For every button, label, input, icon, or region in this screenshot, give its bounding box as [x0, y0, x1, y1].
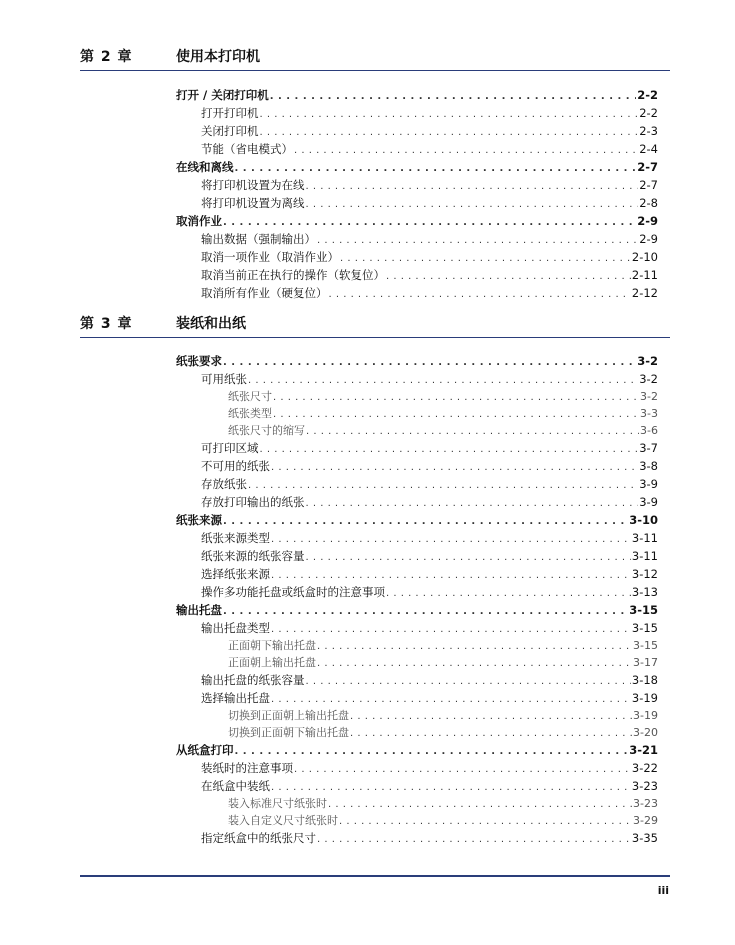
dot-leader [271, 779, 631, 795]
chapter-number: 第 3 章 [80, 316, 133, 332]
toc-entry[interactable] [176, 637, 658, 654]
toc-entry-title: 正面朝下输出托盘 [228, 639, 316, 652]
dot-leader [306, 495, 639, 511]
dot-leader [248, 372, 638, 388]
chapter-2-header [80, 48, 670, 71]
dot-leader [260, 441, 639, 457]
toc-entry-title: 纸张来源类型 [201, 531, 270, 545]
dot-leader [294, 761, 631, 777]
toc-entry-page: 2-7 [639, 178, 658, 192]
toc-entry-page: 3-3 [640, 407, 658, 420]
toc-entry-page: 2-7 [637, 160, 658, 174]
dot-leader [350, 708, 632, 724]
toc-entry-title: 切换到正面朝下输出托盘 [228, 726, 349, 739]
toc-entry[interactable] [176, 388, 658, 405]
toc-entry-title: 关闭打印机 [201, 124, 259, 138]
toc-entry[interactable] [176, 812, 658, 829]
toc-entry-page: 3-9 [639, 477, 658, 491]
dot-leader [317, 232, 638, 248]
toc-entry[interactable] [176, 493, 658, 511]
toc-entry-title: 纸张尺寸 [228, 390, 272, 403]
toc-entry-title: 输出托盘的纸张容量 [201, 673, 305, 687]
toc-entry-page: 3-6 [640, 424, 658, 437]
toc-entry[interactable] [176, 176, 658, 194]
dot-leader [235, 743, 629, 759]
toc-entry[interactable] [176, 759, 658, 777]
toc-entry-page: 3-2 [640, 390, 658, 403]
toc-entry-title: 切换到正面朝上输出托盘 [228, 709, 349, 722]
toc-entry[interactable] [176, 230, 658, 248]
dot-leader [273, 406, 639, 422]
dot-leader [306, 549, 631, 565]
toc-entry-title: 取消一项作业（取消作业） [201, 250, 339, 264]
toc-entry-title: 打开 / 关闭打印机 [176, 88, 269, 102]
toc-entry-page: 3-29 [633, 814, 658, 827]
chapter-3-header [80, 315, 670, 338]
toc-entry[interactable] [176, 529, 658, 547]
toc-entry[interactable] [176, 122, 658, 140]
dot-leader [271, 621, 631, 637]
dot-leader [260, 124, 639, 140]
toc-entry-page: 3-2 [637, 354, 658, 368]
toc-entry-page: 3-7 [639, 441, 658, 455]
toc-entry-page: 2-8 [639, 196, 658, 210]
toc-entry-page: 3-9 [639, 495, 658, 509]
toc-entry-title: 可用纸张 [201, 372, 247, 386]
footer-rule [80, 875, 670, 877]
dot-leader [350, 725, 632, 741]
toc-entry-title: 在线和离线 [176, 160, 234, 174]
toc-entry-page: 2-10 [631, 250, 658, 264]
toc-entry-page: 2-3 [639, 124, 658, 138]
dot-leader [294, 142, 638, 158]
toc-entry[interactable] [176, 405, 658, 422]
toc-entry-title: 指定纸盒中的纸张尺寸 [201, 831, 316, 845]
dot-leader [270, 88, 637, 104]
toc-entry-title: 纸张类型 [228, 407, 272, 420]
page-number: iii [657, 884, 669, 897]
toc-entry-page: 3-15 [629, 603, 658, 617]
toc-entry[interactable] [176, 439, 658, 457]
toc-entry[interactable] [176, 370, 658, 388]
toc-entry-page: 3-2 [639, 372, 658, 386]
toc-entry-page: 3-23 [631, 779, 658, 793]
chapter-number: 第 2 章 [80, 49, 133, 65]
toc-entry[interactable] [176, 140, 658, 158]
toc-entry-page: 3-12 [631, 567, 658, 581]
toc-entry[interactable] [176, 795, 658, 812]
toc-entry-page: 2-2 [637, 88, 658, 102]
toc-entry-title: 取消所有作业（硬复位） [201, 286, 328, 300]
dot-leader [306, 423, 639, 439]
toc-entry-title: 纸张来源 [176, 513, 222, 527]
dot-leader [317, 831, 631, 847]
toc-entry-page: 2-11 [631, 268, 658, 282]
toc-entry-title: 将打印机设置为离线 [201, 196, 305, 210]
toc-entry[interactable] [176, 86, 658, 104]
toc-entry-title: 装纸时的注意事项 [201, 761, 293, 775]
toc-entry[interactable] [176, 707, 658, 724]
toc-entry-title: 选择纸张来源 [201, 567, 270, 581]
dot-leader [329, 286, 631, 302]
toc-entry-title: 输出托盘 [176, 603, 222, 617]
dot-leader [306, 673, 631, 689]
toc-entry[interactable] [176, 194, 658, 212]
toc-entry[interactable] [176, 583, 658, 601]
toc-entry-title: 取消当前正在执行的操作（软复位） [201, 268, 385, 282]
dot-leader [306, 196, 639, 212]
dot-leader [223, 354, 636, 370]
toc-entry[interactable] [176, 565, 658, 583]
toc-entry-page: 3-10 [629, 513, 658, 527]
toc-entry-page: 3-11 [631, 531, 658, 545]
toc-entry-page: 3-23 [633, 797, 658, 810]
chapter-3-toc [176, 352, 658, 847]
toc-entry-page: 3-15 [633, 639, 658, 652]
dot-leader [306, 178, 639, 194]
toc-entry-title: 输出托盘类型 [201, 621, 270, 635]
dot-leader [328, 796, 632, 812]
toc-entry-page: 3-21 [629, 743, 658, 757]
toc-entry[interactable] [176, 547, 658, 565]
toc-entry-page: 3-13 [631, 585, 658, 599]
toc-entry[interactable] [176, 724, 658, 741]
toc-entry[interactable] [176, 422, 658, 439]
dot-leader [273, 389, 639, 405]
toc-entry[interactable] [176, 248, 658, 266]
toc-entry-page: 2-2 [639, 106, 658, 120]
toc-entry[interactable] [176, 104, 658, 122]
toc-entry-title: 输出数据（强制输出） [201, 232, 316, 246]
toc-entry-title: 打开打印机 [201, 106, 259, 120]
toc-entry[interactable] [176, 689, 658, 707]
toc-entry-title: 操作多功能托盘或纸盒时的注意事项 [201, 585, 385, 599]
dot-leader [339, 813, 632, 829]
toc-entry[interactable] [176, 829, 658, 847]
dot-leader [386, 268, 631, 284]
toc-entry-page: 2-9 [639, 232, 658, 246]
toc-entry[interactable] [176, 601, 658, 619]
toc-entry-page: 3-15 [631, 621, 658, 635]
toc-entry[interactable] [176, 671, 658, 689]
toc-entry-page: 3-35 [631, 831, 658, 845]
toc-entry-page: 3-19 [633, 709, 658, 722]
toc-entry-title: 装入标准尺寸纸张时 [228, 797, 327, 810]
toc-entry[interactable] [176, 457, 658, 475]
toc-entry-page: 3-20 [633, 726, 658, 739]
dot-leader [260, 106, 639, 122]
toc-entry[interactable] [176, 619, 658, 637]
toc-entry[interactable] [176, 284, 658, 302]
dot-leader [248, 477, 638, 493]
toc-entry-title: 纸张尺寸的缩写 [228, 424, 305, 437]
toc-entry-title: 装入自定义尺寸纸张时 [228, 814, 338, 827]
toc-entry-title: 纸张要求 [176, 354, 222, 368]
toc-entry-title: 存放纸张 [201, 477, 247, 491]
toc-entry[interactable] [176, 158, 658, 176]
toc-entry-page: 3-19 [631, 691, 658, 705]
dot-leader [271, 691, 631, 707]
toc-entry-page: 2-12 [631, 286, 658, 300]
toc-entry-title: 从纸盒打印 [176, 743, 234, 757]
dot-leader [235, 160, 637, 176]
toc-entry[interactable] [176, 654, 658, 671]
dot-leader [340, 250, 631, 266]
toc-entry-title: 可打印区域 [201, 441, 259, 455]
toc-entry-title: 将打印机设置为在线 [201, 178, 305, 192]
dot-leader [223, 603, 628, 619]
toc-entry-page: 3-8 [639, 459, 658, 473]
dot-leader [271, 531, 631, 547]
dot-leader [317, 655, 632, 671]
toc-entry-page: 2-4 [639, 142, 658, 156]
toc-entry-page: 3-17 [633, 656, 658, 669]
toc-entry[interactable] [176, 212, 658, 230]
toc-entry-title: 纸张来源的纸张容量 [201, 549, 305, 563]
toc-entry-page: 3-11 [631, 549, 658, 563]
toc-entry-title: 取消作业 [176, 214, 222, 228]
toc-entry[interactable] [176, 475, 658, 493]
dot-leader [223, 214, 636, 230]
toc-entry-title: 在纸盒中装纸 [201, 779, 270, 793]
chapter-2-toc [176, 86, 658, 302]
toc-entry-title: 正面朝上输出托盘 [228, 656, 316, 669]
toc-entry-title: 选择输出托盘 [201, 691, 270, 705]
chapter-title: 使用本打印机 [176, 49, 260, 65]
toc-entry-page: 3-18 [631, 673, 658, 687]
dot-leader [386, 585, 631, 601]
chapter-title: 装纸和出纸 [176, 316, 246, 332]
toc-entry[interactable] [176, 511, 658, 529]
toc-entry[interactable] [176, 352, 658, 370]
dot-leader [317, 638, 632, 654]
dot-leader [271, 567, 631, 583]
toc-entry[interactable] [176, 266, 658, 284]
toc-entry-title: 不可用的纸张 [201, 459, 270, 473]
toc-entry-title: 节能（省电模式） [201, 142, 293, 156]
toc-entry[interactable] [176, 777, 658, 795]
dot-leader [271, 459, 638, 475]
toc-entry[interactable] [176, 741, 658, 759]
toc-entry-title: 存放打印输出的纸张 [201, 495, 305, 509]
dot-leader [223, 513, 628, 529]
toc-entry-page: 3-22 [631, 761, 658, 775]
toc-entry-page: 2-9 [637, 214, 658, 228]
